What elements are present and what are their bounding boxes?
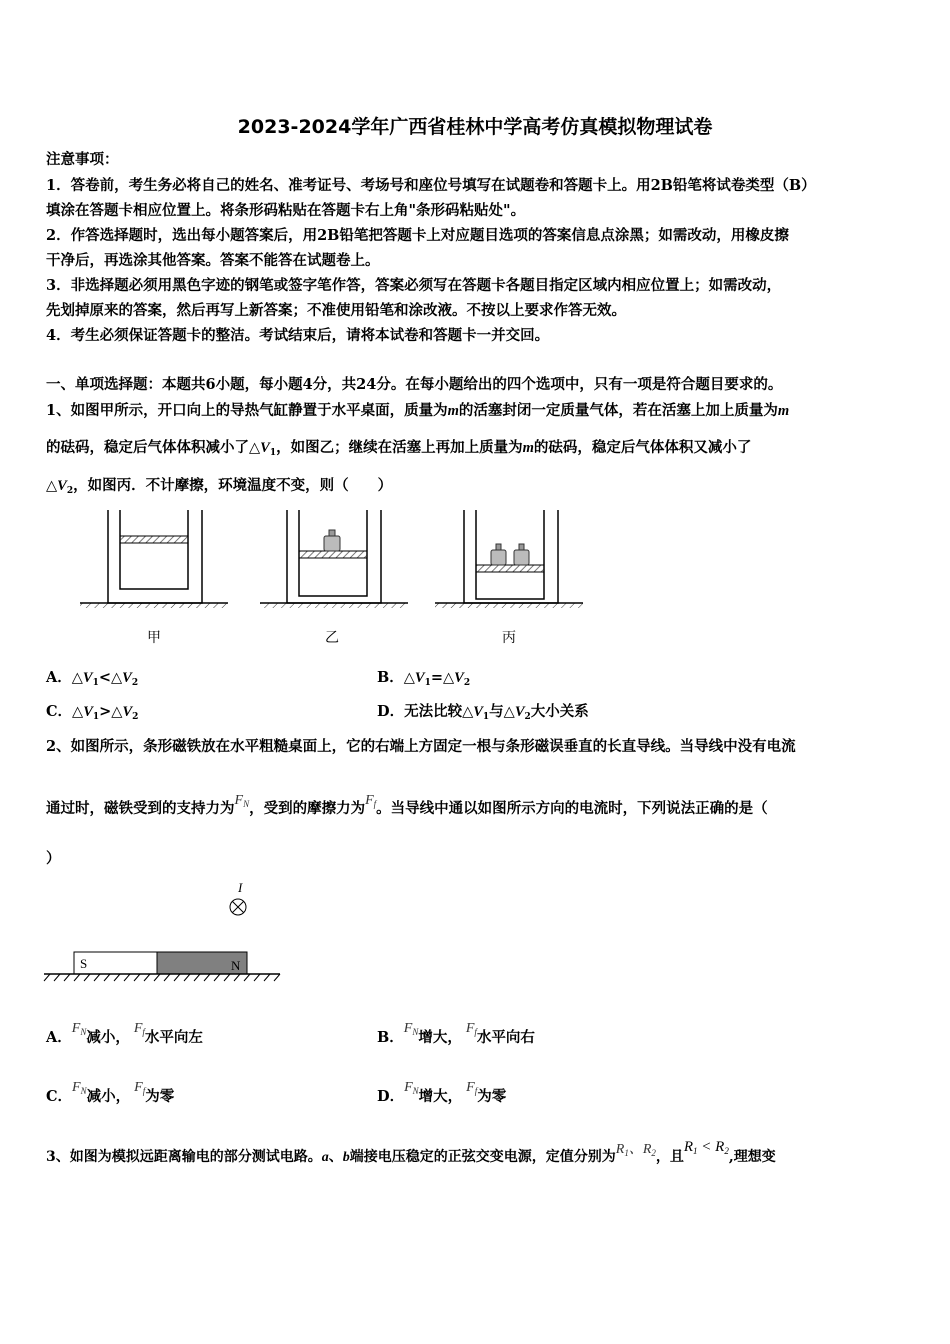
q1-figure [70,505,600,615]
q1-option-d[interactable]: D．无法比较$\triangle V_1$与$\triangle V_2$大小关系 [377,703,589,722]
notice-line: 3．非选择题必须用黑色字迹的钢笔或签字笔作答，答案必须写在答题卡各题目指定区域内相应位置上；如需改动， [46,277,782,294]
weight-icon [324,530,340,551]
q2-text-line2: 通过时，磁铁受到的支持力为$F_N$，受到的摩擦力为$F_f$。当导线中通以如图所示方向的电流时，下列说法正确的是（ [46,793,768,817]
q2-text-line3: ） [46,850,61,867]
notice-line: 先划掉原来的答案，然后再写上新答案；不准使用铅笔和涂改液。不按以上要求作答无效。 [46,302,626,319]
weight-icon [491,544,506,565]
q1-text-line2: 的砝码，稳定后气体体积减小了$\triangle V_1$，如图乙；继续在活塞上再加上质量为m的砝码，稳定后气体体积又减小了 [46,439,752,458]
q2-option-a[interactable]: A．$F_N$减小，$F_f$水平向左 [46,1021,203,1046]
q2-figure [40,876,290,988]
piston [120,536,188,543]
q2-text-line1: 2、如图所示，条形磁铁放在水平粗糙桌面上，它的右端上方固定一根与条形磁误垂直的长直导线。当导线中没有电流 [46,738,796,755]
current-into-page-icon [230,899,246,915]
piston [299,551,367,558]
q2-option-c[interactable]: C．$F_N$减小，$F_f$为零 [46,1080,175,1105]
q1-option-a[interactable]: A．$\triangle V_1<\triangle V_2$ [46,669,139,688]
q1-text-line1: 1、如图甲所示，开口向上的导热气缸静置于水平桌面，质量为m的活塞封闭一定质量气体，若在活塞上加上质量为m [46,402,790,419]
weight-icon [514,544,529,565]
bar-magnet [74,952,247,974]
current-label: I [238,880,243,895]
table-surface [44,974,280,981]
q3-text-line1: 3、如图为模拟远距离输电的部分测试电路。a、b端接电压稳定的正弦交变电源，定值分别为$R_1$、$R_2$，且$R_1 < R_2$,理想变 [46,1139,776,1165]
magnet-s-label: S [80,956,88,971]
section-heading: 一、单项选择题：本题共6小题，每小题4分，共24分。在每小题给出的四个选项中，只有一项是符合题目要求的。 [46,376,783,393]
cylinder-yi [287,510,381,603]
cylinder-jia [108,510,202,603]
notice-line: 2．作答选择题时，选出每小题答案后，用2B铅笔把答题卡上对应题目选项的答案信息点涂黑；如需改动，用橡皮擦 [46,227,789,244]
notice-line: 1．答卷前，考生务必将自己的姓名、准考证号、考场号和座位号填写在试题卷和答题卡上。用2B铅笔将试卷类型（B） [46,177,816,194]
figure-label-bing: 丙 [502,630,516,646]
magnet-n-label: N [231,958,241,973]
notice-line: 4．考生必须保证答题卡的整洁。考试结束后，请将本试卷和答题卡一并交回。 [46,327,550,344]
q1-text-line3: $\triangle V_2$，如图丙．不计摩擦，环境温度不变，则（ ） [46,477,393,496]
q2-option-d[interactable]: D．$F_N$增大，$F_f$为零 [377,1080,507,1105]
page-title: 2023-2024学年广西省桂林中学高考仿真模拟物理试卷 [237,116,713,138]
figure-label-yi: 乙 [325,630,339,646]
q1-option-b[interactable]: B．$\triangle V_1=\triangle V_2$ [377,669,471,688]
piston [476,565,544,572]
notice-line: 填涂在答题卡相应位置上。将条形码粘贴在答题卡右上角"条形码粘贴处"。 [46,202,526,219]
q1-option-c[interactable]: C．$\triangle V_1>\triangle V_2$ [46,703,139,722]
notice-heading: 注意事项： [46,151,119,168]
q2-option-b[interactable]: B．$F_N$增大，$F_f$水平向右 [377,1021,535,1046]
notice-line: 干净后，再选涂其他答案。答案不能答在试题卷上。 [46,252,380,269]
cylinder-bing [464,510,558,603]
figure-label-jia: 甲 [147,630,161,646]
